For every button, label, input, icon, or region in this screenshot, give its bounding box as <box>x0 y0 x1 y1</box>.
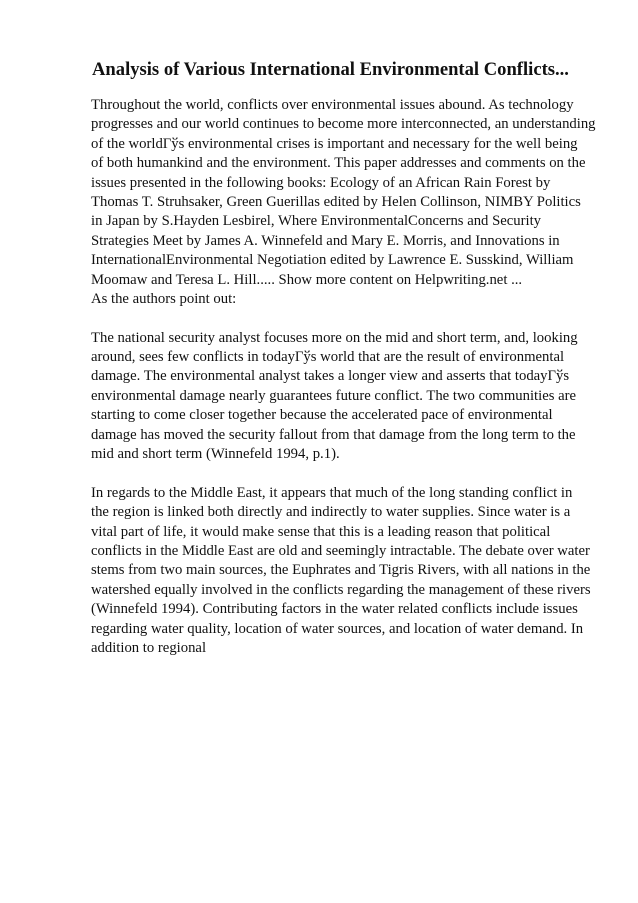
text-line: starting to come closer together because the accelerated pace of environmental <box>91 407 553 424</box>
text-line: damage. The environmental analyst takes a longer view and asserts that todayГўs <box>91 368 570 385</box>
text-line: As the authors point out: <box>91 290 237 307</box>
text-line: watershed equally involved in the conflicts regarding the management of these rivers <box>91 581 591 598</box>
text-line: of both humankind and the environment. This paper addresses and comments on the <box>91 155 586 172</box>
text-line: around, sees few conflicts in todayГўs world that are the result of environmental <box>91 349 565 366</box>
text-line: environmental damage nearly guarantees future conflict. The two communities are <box>91 387 577 404</box>
text-line: the region is linked both directly and indirectly to water supplies. Since water is a <box>91 504 571 521</box>
paragraph-middle-east <box>91 484 611 659</box>
text-line: Strategies Meet by James A. Winnefeld and Mary E. Morris, and Innovations in <box>91 232 560 249</box>
text-line: (Winnefeld 1994). Contributing factors in the water related conflicts include issues <box>91 601 578 618</box>
text-line: mid and short term (Winnefeld 1994, p.1). <box>91 446 340 463</box>
text-line: The national security analyst focuses more on the mid and short term, and, looking <box>91 329 578 346</box>
text-line: in Japan by S.Hayden Lesbirel, Where EnvironmentalConcerns and Security <box>91 213 542 230</box>
text-line: vital part of life, it would make sense that this is a leading reason that political <box>91 523 551 540</box>
text-line: InternationalEnvironmental Negotiation edited by Lawrence E. Susskind, William <box>91 252 574 269</box>
text-line: Moomaw and Teresa L. Hill..... Show more content on Helpwriting.net ... <box>91 271 523 288</box>
paragraph-spacer <box>91 464 611 483</box>
document-body <box>91 96 611 658</box>
text-line: issues presented in the following books: Ecology of an African Rain Forest by <box>91 174 551 191</box>
text-line: regarding water quality, location of water sources, and location of water demand. In <box>91 620 584 637</box>
paragraph-intro <box>91 96 611 309</box>
document-title: Analysis of Various International Environmental Conflicts... <box>92 59 569 80</box>
text-line: conflicts in the Middle East are old and seemingly intractable. The debate over water <box>91 542 590 559</box>
text-line: Thomas T. Struhsaker, Green Guerillas edited by Helen Collinson, NIMBY Politics <box>91 193 581 210</box>
text-line: of the worldГўs environmental crises is important and necessary for the well being <box>91 135 578 152</box>
paragraph-quote <box>91 329 611 465</box>
text-line: damage has moved the security fallout from that damage from the long term to the <box>91 426 576 443</box>
text-line: stems from two main sources, the Euphrates and Tigris Rivers, with all nations in the <box>91 562 591 579</box>
text-line: progresses and our world continues to become more interconnected, an understanding <box>91 116 596 133</box>
text-line: addition to regional <box>91 639 207 656</box>
text-line: Throughout the world, conflicts over environmental issues abound. As technology <box>91 97 574 113</box>
text-line: In regards to the Middle East, it appears that much of the long standing conflict in <box>91 484 573 501</box>
paragraph-spacer <box>91 309 611 328</box>
